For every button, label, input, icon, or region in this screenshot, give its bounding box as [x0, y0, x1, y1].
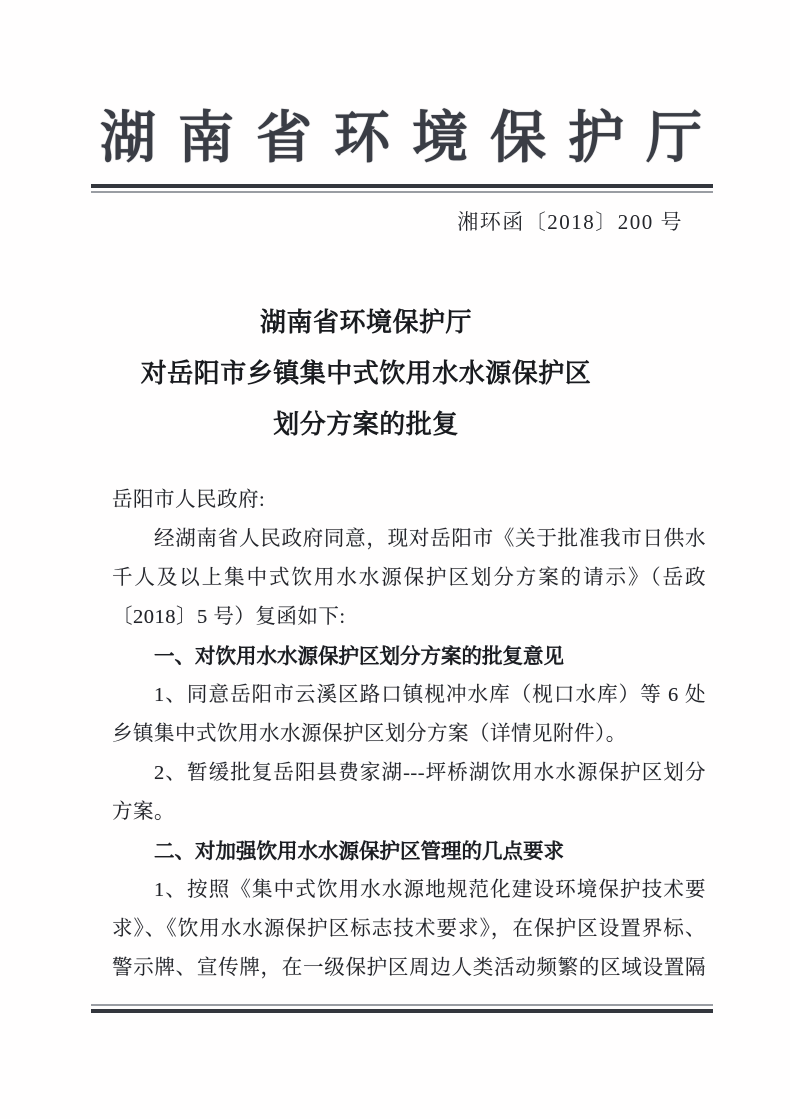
body-text-line: 经湖南省人民政府同意，现对岳阳市《关于批准我市日供水: [154, 528, 706, 550]
body-text-line: 1、同意岳阳市云溪区路口镇枧冲水库（枧口水库）等 6 处: [154, 684, 706, 706]
body-text-line: 求》、《饮用水水源保护区标志技术要求》，在保护区设置界标、: [112, 918, 706, 940]
document-title-line-3: 划分方案的批复: [273, 410, 459, 439]
header-rule-thin-line: [91, 191, 713, 193]
footer-double-rule: [91, 1004, 713, 1013]
body-text-line: 〔2018〕5 号）复函如下:: [112, 606, 346, 628]
body-text-line: 岳阳市人民政府:: [112, 489, 266, 511]
header-double-rule: [91, 184, 713, 193]
body-text-line: 方案。: [112, 801, 175, 823]
body-text-line: 2、暂缓批复岳阳县费家湖---坪桥湖饮用水水源保护区划分: [154, 762, 706, 784]
section-heading: 二、对加强饮用水水源保护区管理的几点要求: [154, 840, 564, 863]
agency-letterhead: 湖南省环境保护厅: [100, 108, 724, 170]
footer-rule-thick-line: [91, 1009, 713, 1013]
body-text-line: 乡镇集中式饮用水水源保护区划分方案（详情见附件）。: [112, 723, 627, 745]
document-number: 湘环函〔2018〕200 号: [457, 210, 683, 234]
section-heading: 一、对饮用水水源保护区划分方案的批复意见: [154, 645, 564, 668]
body-text-line: 1、按照《集中式饮用水水源地规范化建设环境保护技术要: [154, 879, 706, 901]
document-body: [112, 481, 706, 988]
body-text-line: 千人及以上集中式饮用水水源保护区划分方案的请示》（岳政: [112, 567, 706, 589]
document-title-line-2: 对岳阳市乡镇集中式饮用水水源保护区: [140, 359, 592, 388]
document-title-line-1: 湖南省环境保护厅: [259, 308, 472, 337]
body-text-line: 警示牌、宣传牌，在一级保护区周边人类活动频繁的区域设置隔: [112, 957, 706, 979]
document-title: [0, 297, 732, 450]
